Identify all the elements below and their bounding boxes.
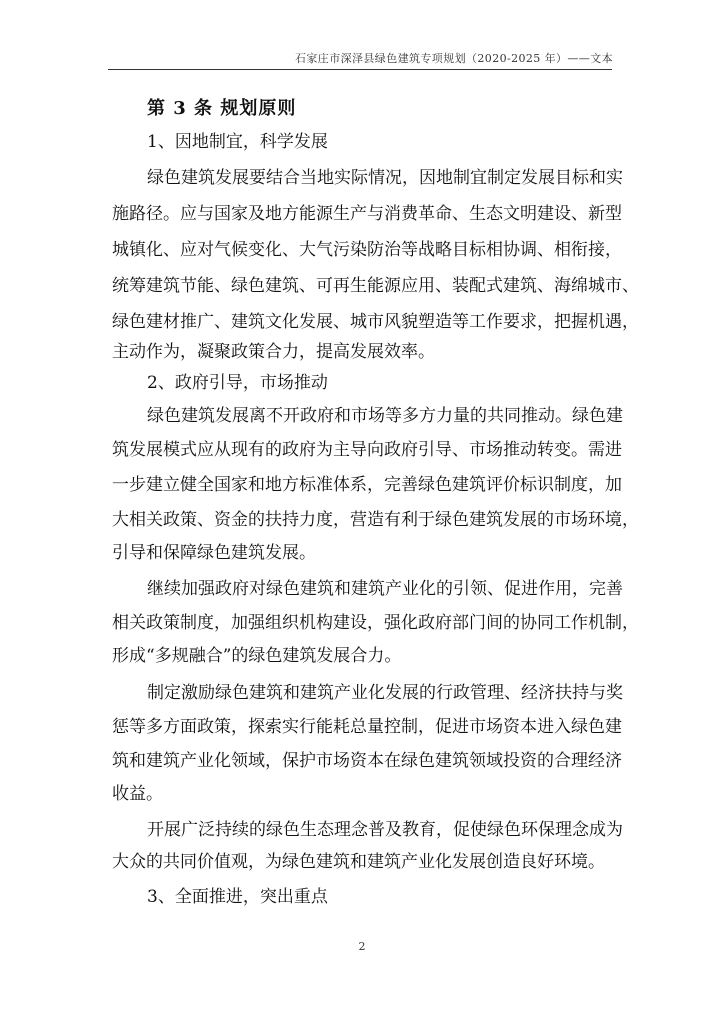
paragraph-line: 开展广泛持续的绿色生态理念普及教育，促使绿色环保理念成为	[147, 820, 623, 840]
paragraph-line: 惩等多方面政策，探索实行能耗总量控制，促进市场资本进入绿色建	[112, 717, 622, 737]
paragraph-line: 相关政策制度，加强组织机构建设，强化政府部门间的协同工作机制，	[112, 613, 639, 633]
section-heading: 2、政府引导，市场推动	[147, 373, 328, 393]
paragraph-line: 筑发展模式应从现有的政府为主导向政府引导、市场推动转变。需进	[112, 440, 622, 460]
section-heading: 3、全面推进，突出重点	[147, 887, 328, 907]
paragraph-line: 绿色建材推广、建筑文化发展、城市风貌塑造等工作要求，把握机遇，	[112, 312, 639, 332]
paragraph-line: 筑和建筑产业化领域，保护市场资本在绿色建筑领域投资的合理经济	[112, 751, 622, 771]
paragraph-line: 继续加强政府对绿色建筑和建筑产业化的引领、促进作用，完善	[147, 579, 623, 599]
paragraph-line: 引导和保障绿色建筑发展。	[112, 543, 316, 563]
paragraph-line: 绿色建筑发展离不开政府和市场等多方力量的共同推动。绿色建	[147, 406, 623, 426]
paragraph-line: 施路径。应与国家及地方能源生产与消费革命、生态文明建设、新型	[112, 204, 622, 224]
paragraph-line: 统筹建筑节能、绿色建筑、可再生能源应用、装配式建筑、海绵城市、	[112, 276, 639, 296]
paragraph-line: 大众的共同价值观，为绿色建筑和建筑产业化发展创造良好环境。	[112, 852, 605, 872]
paragraph-line: 绿色建筑发展要结合当地实际情况，因地制宜制定发展目标和实	[147, 168, 623, 188]
paragraph-line: 收益。	[112, 784, 163, 804]
paragraph-line: 大相关政策、资金的扶持力度，营造有利于绿色建筑发展的市场环境，	[112, 510, 639, 530]
running-header: 石家庄市深泽县绿色建筑专项规划（2020-2025 年）——文本	[295, 52, 613, 65]
paragraph-line: 形成“多规融合”的绿色建筑发展合力。	[112, 646, 402, 666]
paragraph-line: 城镇化、应对气候变化、大气污染防治等战略目标相协调、相衔接，	[112, 240, 622, 260]
section-heading: 1、因地制宜，科学发展	[147, 132, 328, 152]
paragraph-line: 一步建立健全国家和地方标准体系，完善绿色建筑评价标识制度，加	[112, 475, 622, 495]
page-number: 2	[358, 940, 366, 953]
paragraph-line: 制定激励绿色建筑和建筑产业化发展的行政管理、经济扶持与奖	[147, 683, 623, 703]
article-title: 第 3 条 规划原则	[147, 98, 297, 119]
header-divider	[108, 69, 612, 70]
paragraph-line: 主动作为，凝聚政策合力，提高发展效率。	[112, 342, 435, 362]
